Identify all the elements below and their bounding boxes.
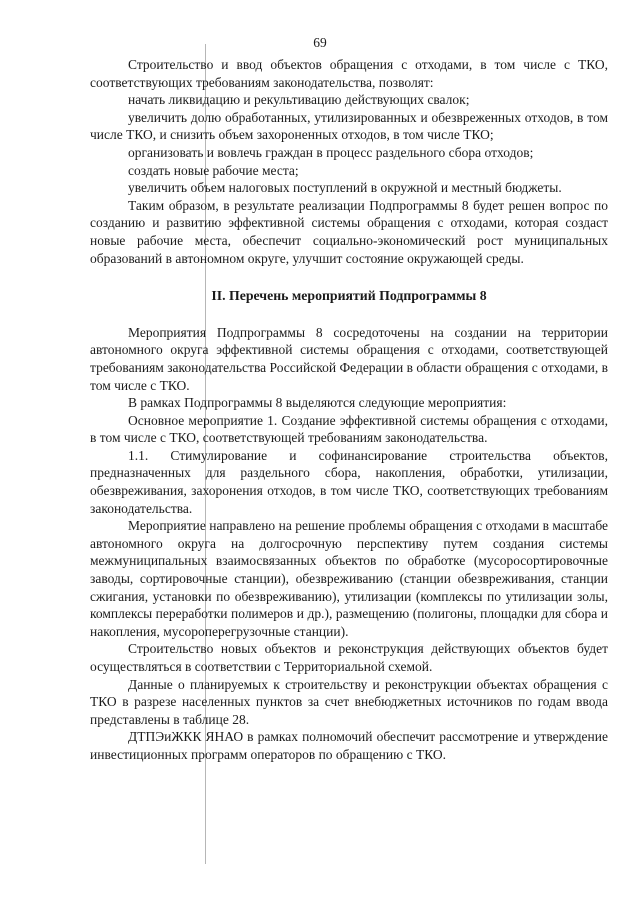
paragraph: увеличить долю обработанных, утилизированных и обезвреженных отходов, в том числе ТКО, и снизить объем захороненных отходов, в том числе ТКО; (90, 109, 608, 143)
paragraph: Мероприятие направлено на решение проблемы обращения с отходами в масштабе автономного округа на долгосрочную перспективу путем создания системы межмуниципальных взаимосвязанных объектов по обработке (мусоросортировочные заводы, сортировочные станции), обезвреживанию (станции обезвреживания, станции сжигания, установки по обезвреживанию), утилизации (комплексы по утилизации золы, комплексы переработки полимеров и др.), размещению (полигоны, площадки для сбора и накопления, мусороперегрузочные станции). (90, 518, 608, 639)
paragraph: увеличить объем налоговых поступлений в окружной и местный бюджеты. (128, 180, 562, 196)
paragraph: 1.1. Стимулирование и софинансирование строительства объектов, предназначенных для раздельного сбора, накопления, обработки, утилизации, обезвреживания, захоронения отходов, в том числе ТКО, соответствующих требованиям законодательства. (90, 447, 608, 516)
page-number: 69 (313, 35, 327, 50)
paragraph: организовать и вовлечь граждан в процесс раздельного сбора отходов; (128, 144, 534, 160)
paragraph: Строительство новых объектов и реконструкция действующих объектов будет осуществляться в соответствии с Территориальной схемой. (90, 641, 608, 674)
section-heading: II. Перечень мероприятий Подпрограммы 8 (211, 288, 487, 304)
paragraph: В рамках Подпрограммы 8 выделяются следующие мероприятия: (128, 395, 507, 411)
paragraph: Данные о планируемых к строительству и реконструкции объектах обращения с ТКО в разрезе населенных пунктов за счет внебюджетных источников по годам ввода представлены в таблице 28. (90, 676, 608, 727)
paragraph: начать ликвидацию и рекультивацию действующих свалок; (128, 92, 470, 108)
paragraph: ДТПЭиЖКК ЯНАО в рамках полномочий обеспечит рассмотрение и утверждение инвестиционных программ операторов по обращению с ТКО. (90, 729, 608, 762)
paragraph: Таким образом, в результате реализации Подпрограммы 8 будет решен вопрос по созданию и развитию эффективной системы обращения с отходами, которая создаст новые рабочие места, обеспечит социально-экономический рост муниципальных образований в автономном округе, улучшит состояние окружающей среды. (90, 197, 608, 266)
paragraph: Строительство и ввод объектов обращения с отходами, в том числе с ТКО, соответствующих требованиям законодательства, позволят: (90, 57, 608, 90)
paragraph: Мероприятия Подпрограммы 8 сосредоточены на создании на территории автономного округа эффективной системы обращения с отходами, соответствующей требованиям законодательства Российской Федерации в области обращения с отходами, в том числе с ТКО. (90, 324, 608, 393)
paragraph: создать новые рабочие места; (128, 162, 299, 178)
page-content (90, 56, 608, 764)
paragraph: Основное мероприятие 1. Создание эффективной системы обращения с отходами, в том числе с ТКО, соответствующей требованиям законодательства. (90, 412, 608, 446)
